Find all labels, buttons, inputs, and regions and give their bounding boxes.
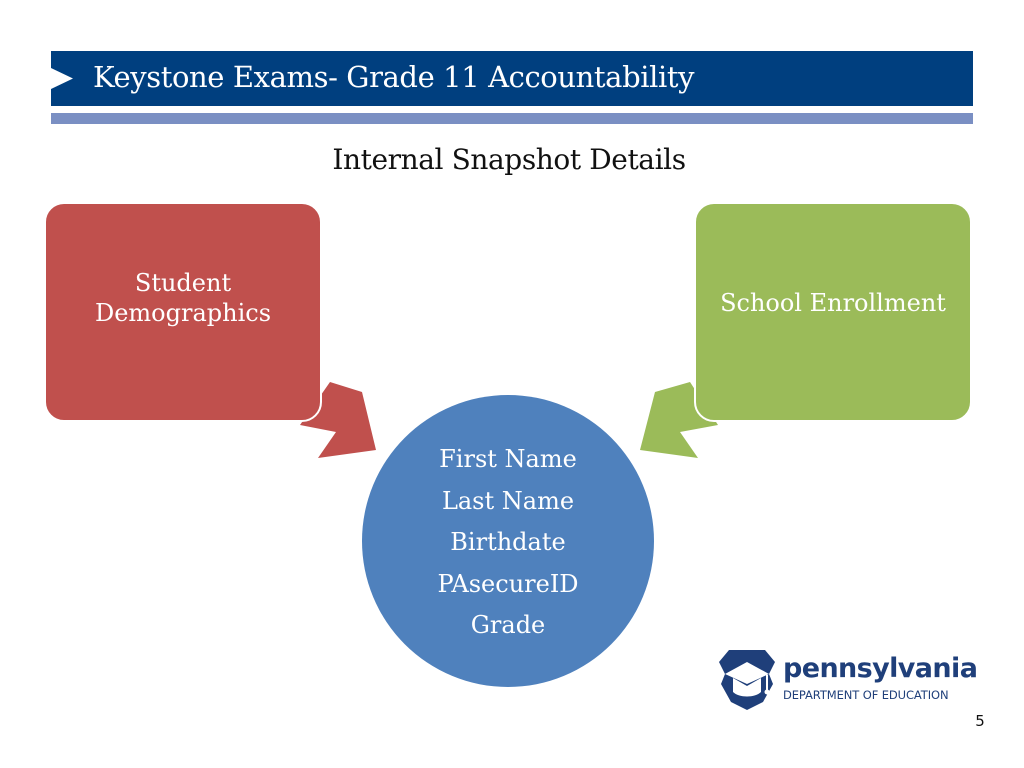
page-number: 5	[975, 712, 985, 730]
student-demographics-label: Student Demographics	[94, 269, 272, 327]
field-birthdate: Birthdate	[450, 528, 566, 557]
keystone-mortarboard-icon	[715, 648, 779, 712]
logo-subtitle: DEPARTMENT OF EDUCATION	[783, 688, 949, 702]
field-first-name: First Name	[439, 445, 577, 474]
pa-department-of-education-logo	[715, 648, 978, 712]
student-demographics-box	[44, 202, 322, 422]
logo-wordmark: pennsylvania	[783, 653, 978, 684]
school-enrollment-label: School Enrollment	[720, 289, 946, 317]
field-pasecureid: PAsecureID	[437, 569, 579, 598]
field-last-name: Last Name	[441, 486, 575, 515]
school-enrollment-box	[694, 202, 972, 422]
slide-subtitle: Internal Snapshot Details	[332, 143, 686, 176]
snapshot-fields-circle	[362, 395, 654, 687]
slide-title: Keystone Exams- Grade 11 Accountability	[93, 60, 695, 94]
field-grade: Grade	[470, 611, 546, 640]
